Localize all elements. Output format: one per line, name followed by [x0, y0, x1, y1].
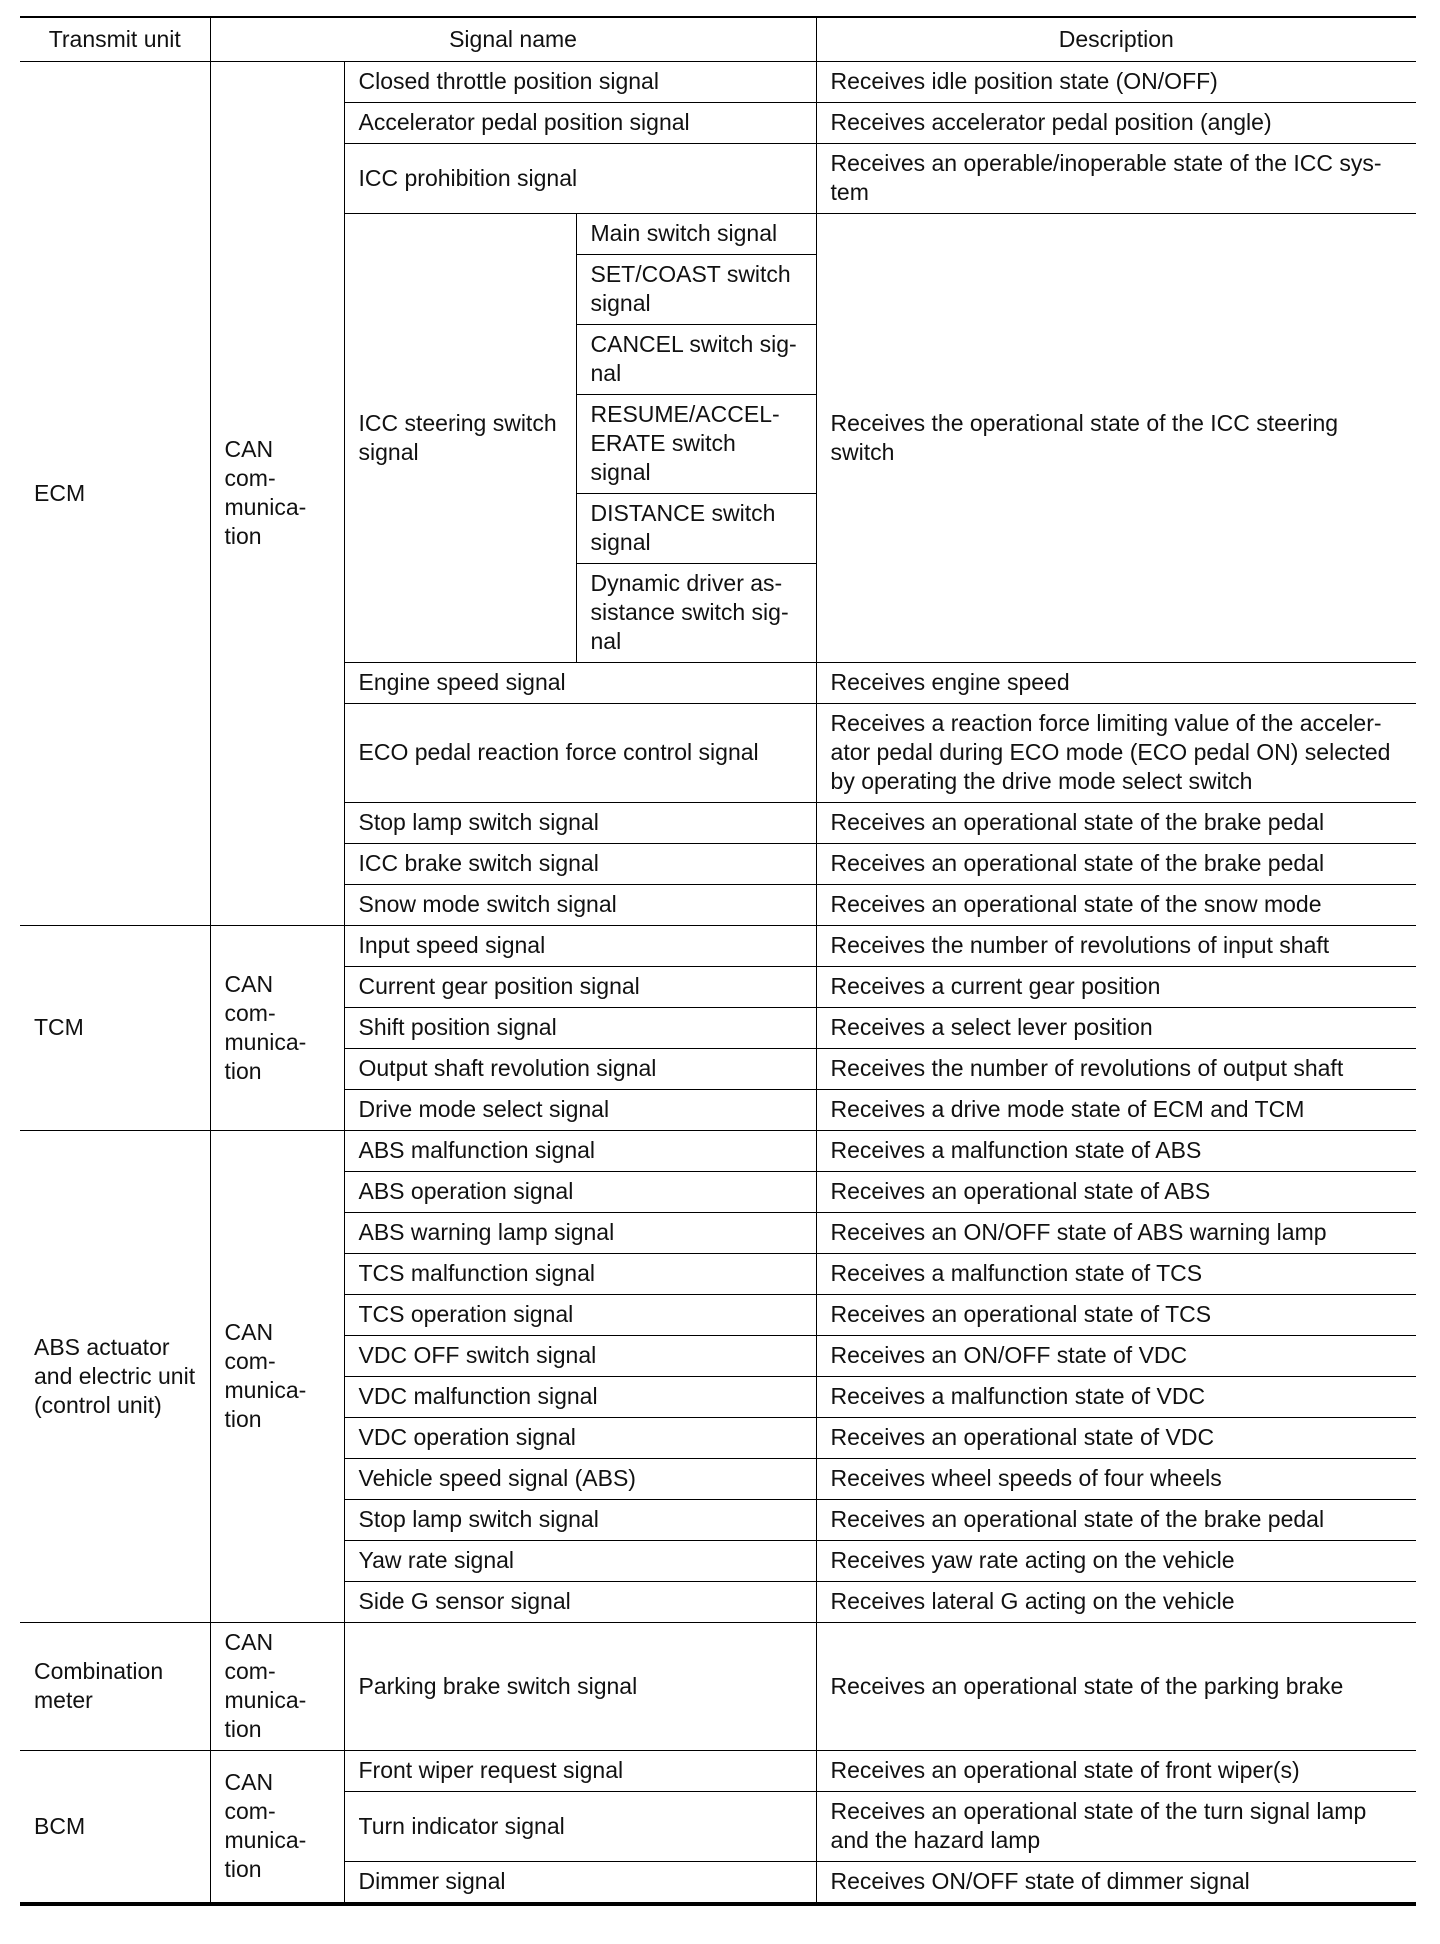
header-transmit-unit: Transmit unit	[20, 17, 210, 62]
description-cell: Receives a malfunction state of TCS	[816, 1254, 1416, 1295]
table-row	[20, 1131, 1416, 1172]
description-cell: Receives an operational state of VDC	[816, 1418, 1416, 1459]
signal-name-cell: VDC malfunction signal	[344, 1377, 816, 1418]
signal-name-cell: Parking brake switch signal	[344, 1623, 816, 1751]
signal-name-cell: Stop lamp switch signal	[344, 803, 816, 844]
transmit-unit-cell: Combination meter	[20, 1623, 210, 1751]
signal-name-cell: Side G sensor signal	[344, 1582, 816, 1623]
description-cell: Receives accelerator pedal position (angle)	[816, 103, 1416, 144]
header-signal-name: Signal name	[210, 17, 816, 62]
sub-signal-cell: Dynamic driver as- sistance switch sig- nal	[576, 564, 816, 663]
description-cell: Receives an ON/OFF state of ABS warning lamp	[816, 1213, 1416, 1254]
description-cell: Receives an operational state of the brake pedal	[816, 803, 1416, 844]
sub-signal-cell: SET/COAST switch signal	[576, 255, 816, 325]
signal-name-cell: ICC steering switch signal	[344, 214, 576, 663]
description-cell: Receives an operational state of the turn signal lamp and the hazard lamp	[816, 1792, 1416, 1862]
description-cell: Receives an operational state of TCS	[816, 1295, 1416, 1336]
description-cell: Receives the operational state of the ICC steering switch	[816, 214, 1416, 663]
description-cell: Receives a drive mode state of ECM and TCM	[816, 1090, 1416, 1131]
signal-name-cell: Turn indicator signal	[344, 1792, 816, 1862]
communication-cell: CAN com- munica- tion	[210, 1131, 344, 1623]
signal-name-cell: Output shaft revolution signal	[344, 1049, 816, 1090]
signal-name-cell: Closed throttle position signal	[344, 62, 816, 103]
description-cell: Receives the number of revolutions of output shaft	[816, 1049, 1416, 1090]
description-cell: Receives an operable/inoperable state of the ICC sys- tem	[816, 144, 1416, 214]
sub-signal-cell: RESUME/ACCEL- ERATE switch signal	[576, 395, 816, 494]
signal-name-cell: TCS operation signal	[344, 1295, 816, 1336]
description-cell: Receives a reaction force limiting value of the acceler- ator pedal during ECO mode (ECO pedal ON) selected by operating the drive mode select switch	[816, 704, 1416, 803]
signal-name-cell: Engine speed signal	[344, 663, 816, 704]
description-cell: Receives an operational state of the brake pedal	[816, 844, 1416, 885]
description-cell: Receives a select lever position	[816, 1008, 1416, 1049]
table-body	[20, 62, 1416, 1905]
communication-cell: CAN com- munica- tion	[210, 926, 344, 1131]
description-cell: Receives lateral G acting on the vehicle	[816, 1582, 1416, 1623]
sub-signal-cell: DISTANCE switch signal	[576, 494, 816, 564]
signal-name-cell: TCS malfunction signal	[344, 1254, 816, 1295]
signal-name-cell: Snow mode switch signal	[344, 885, 816, 926]
communication-cell: CAN com- munica- tion	[210, 1751, 344, 1905]
signal-name-cell: ECO pedal reaction force control signal	[344, 704, 816, 803]
signal-table	[20, 16, 1416, 1906]
description-cell: Receives an operational state of ABS	[816, 1172, 1416, 1213]
description-cell: Receives a malfunction state of ABS	[816, 1131, 1416, 1172]
signal-name-cell: Drive mode select signal	[344, 1090, 816, 1131]
transmit-unit-cell: TCM	[20, 926, 210, 1131]
sub-signal-cell: Main switch signal	[576, 214, 816, 255]
signal-name-cell: Dimmer signal	[344, 1862, 816, 1905]
table-row	[20, 1751, 1416, 1792]
description-cell: Receives an operational state of front wiper(s)	[816, 1751, 1416, 1792]
table-row	[20, 62, 1416, 103]
table-row	[20, 926, 1416, 967]
signal-name-cell: Shift position signal	[344, 1008, 816, 1049]
signal-name-cell: Stop lamp switch signal	[344, 1500, 816, 1541]
signal-name-cell: ABS malfunction signal	[344, 1131, 816, 1172]
table-header-row	[20, 17, 1416, 62]
description-cell: Receives an ON/OFF state of VDC	[816, 1336, 1416, 1377]
signal-name-cell: ICC prohibition signal	[344, 144, 816, 214]
signal-name-cell: Accelerator pedal position signal	[344, 103, 816, 144]
description-cell: Receives yaw rate acting on the vehicle	[816, 1541, 1416, 1582]
description-cell: Receives the number of revolutions of input shaft	[816, 926, 1416, 967]
communication-cell: CAN com- munica- tion	[210, 1623, 344, 1751]
description-cell: Receives idle position state (ON/OFF)	[816, 62, 1416, 103]
signal-name-cell: Input speed signal	[344, 926, 816, 967]
description-cell: Receives ON/OFF state of dimmer signal	[816, 1862, 1416, 1905]
signal-name-cell: ICC brake switch signal	[344, 844, 816, 885]
description-cell: Receives an operational state of the brake pedal	[816, 1500, 1416, 1541]
description-cell: Receives a malfunction state of VDC	[816, 1377, 1416, 1418]
header-description: Description	[816, 17, 1416, 62]
description-cell: Receives wheel speeds of four wheels	[816, 1459, 1416, 1500]
signal-name-cell: VDC OFF switch signal	[344, 1336, 816, 1377]
description-cell: Receives engine speed	[816, 663, 1416, 704]
signal-name-cell: Vehicle speed signal (ABS)	[344, 1459, 816, 1500]
signal-name-cell: Front wiper request signal	[344, 1751, 816, 1792]
transmit-unit-cell: ABS actuator and electric unit (control unit)	[20, 1131, 210, 1623]
table-row	[20, 1623, 1416, 1751]
description-cell: Receives an operational state of the snow mode	[816, 885, 1416, 926]
signal-name-cell: Yaw rate signal	[344, 1541, 816, 1582]
signal-name-cell: VDC operation signal	[344, 1418, 816, 1459]
signal-name-cell: ABS warning lamp signal	[344, 1213, 816, 1254]
document-page	[20, 16, 1416, 1906]
signal-name-cell: Current gear position signal	[344, 967, 816, 1008]
sub-signal-cell: CANCEL switch sig- nal	[576, 325, 816, 395]
transmit-unit-cell: BCM	[20, 1751, 210, 1905]
description-cell: Receives a current gear position	[816, 967, 1416, 1008]
communication-cell: CAN com- munica- tion	[210, 62, 344, 926]
description-cell: Receives an operational state of the parking brake	[816, 1623, 1416, 1751]
signal-name-cell: ABS operation signal	[344, 1172, 816, 1213]
transmit-unit-cell: ECM	[20, 62, 210, 926]
